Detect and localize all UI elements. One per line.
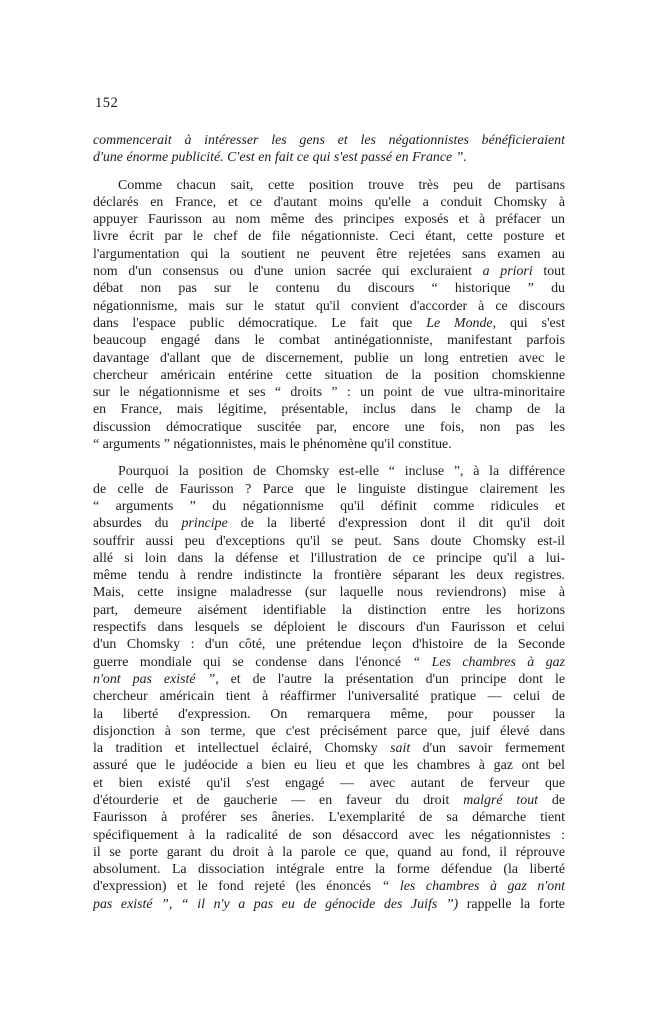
text-line: part, demeure aisément identifiable la distinction entre les horizons	[93, 602, 565, 618]
text-line: négationnisme, mais sur le statut qu'il convient d'accorder à ce discours	[93, 298, 565, 314]
text-line: “ arguments ” négationnistes, mais le phénomène qu'il constitue.	[93, 437, 452, 453]
text-line: davantage d'allant que de discernement, publie un long entretien avec le	[93, 350, 565, 366]
text-column	[93, 132, 565, 913]
text-line: Mais, cette insigne maladresse (sur laquelle nous reviendrons) mise à	[93, 585, 565, 601]
text-line: d'une énorme publicité. C'est en fait ce qui s'est passé en France ”.	[93, 150, 467, 166]
text-line: guerre mondiale qui se condense dans l'énoncé “ Les chambres à gaz	[93, 654, 565, 670]
text-line: en France, mais légitime, présentable, inclus dans le champ de la	[93, 402, 565, 418]
text-line: même tendu à rendre indistincte la frontière séparant les deux registres.	[93, 568, 565, 584]
text-line: il se porte garant du droit à la parole ce que, quand au fond, il réprouve	[93, 844, 565, 860]
text-line: discussion démocratique suscitée par, encore une fois, non pas les	[93, 419, 565, 435]
text-line: nom d'un consensus ou d'une union sacrée qui excluraient a priori tout	[93, 264, 565, 280]
text-line: souffrir aussi peu d'exceptions qu'il se peut. Sans doute Chomsky est-il	[93, 533, 565, 549]
text-line: livre écrit par le chef de file négationniste. Ceci étant, cette posture et	[93, 229, 565, 245]
text-line: déclarés en France, et ce d'autant moins qu'elle a conduit Chomsky à	[93, 194, 565, 210]
quote-block	[93, 132, 565, 167]
text-line: d'expression) et le fond rejeté (les énoncés “ les chambres à gaz n'ont	[93, 879, 565, 895]
text-line: n'ont pas existé ”, et de l'autre la présentation d'un principe dont le	[93, 671, 565, 687]
text-line: beaucoup engagé dans le combat antinégationniste, manifestant parfois	[93, 333, 565, 349]
text-line: allé si loin dans la défense et l'illustration de ce principe qu'il a lui-	[93, 550, 565, 566]
text-line: spécifiquement à la radicalité de son désaccord avec les négationnistes :	[93, 827, 565, 843]
text-line: absurdes du principe de la liberté d'expression dont il dit qu'il doit	[93, 516, 565, 532]
text-line: respectifs dans lesquels se déploient le discours d'un Faurisson et celui	[93, 620, 565, 636]
text-line: débat non pas sur le contenu du discours “ historique ” du	[93, 281, 565, 297]
paragraph	[93, 463, 565, 913]
page-number: 152	[95, 95, 119, 111]
text-line: la liberté d'expression. On remarquera même, pour pousser la	[93, 706, 565, 722]
text-line: chercheur américain tient à réaffirmer l'universalité pratique — celui de	[93, 689, 565, 705]
text-line: chercheur américain entérine cette situation de la position chomskienne	[93, 367, 565, 383]
text-line: Pourquoi la position de Chomsky est-elle “ incluse ”, à la différence	[118, 464, 565, 480]
text-line: commencerait à intéresser les gens et les négationnistes bénéficieraient	[93, 133, 565, 148]
text-line: disjonction à son terme, que c'est précisément parce que, juif élevé dans	[93, 723, 565, 739]
text-line: l'argumentation qui la soutient ne peuvent être rejetées sans examen au	[93, 246, 565, 262]
text-line: de celle de Faurisson ? Parce que le linguiste distingue clairement les	[93, 481, 565, 497]
text-line: “ arguments ” du négationnisme qu'il définit comme ridicules et	[93, 498, 565, 514]
text-line: pas existé ”, “ il n'y a pas eu de génocide des Juifs ”) rappelle la forte	[93, 896, 565, 912]
paragraph	[93, 177, 565, 454]
text-line: et bien existé qu'il s'est engagé — avec autant de ferveur que	[93, 775, 565, 791]
text-line: Comme chacun sait, cette position trouve très peu de partisans	[118, 177, 565, 193]
text-line: assuré que le judéocide a bien eu lieu et que les chambres à gaz ont bel	[93, 758, 565, 774]
text-line: dans l'espace public démocratique. Le fait que Le Monde, qui s'est	[93, 315, 565, 331]
text-line: absolument. La dissociation intégrale entre la forme défendue (la liberté	[93, 862, 565, 878]
text-line: d'un Chomsky : d'un côté, une prétendue leçon d'histoire de la Seconde	[93, 637, 565, 653]
text-line: sur le négationnisme et ses “ droits ” : un point de vue ultra-minoritaire	[93, 385, 565, 401]
text-line: Faurisson à proférer ses âneries. L'exemplarité de sa démarche tient	[93, 810, 565, 826]
text-line: la tradition et intellectuel éclairé, Chomsky sait d'un savoir fermement	[93, 741, 565, 757]
text-line: d'étourderie et de gaucherie — en faveur du droit malgré tout de	[93, 792, 565, 808]
text-line: appuyer Faurisson au nom même des principes exposés et à préfacer un	[93, 212, 565, 228]
